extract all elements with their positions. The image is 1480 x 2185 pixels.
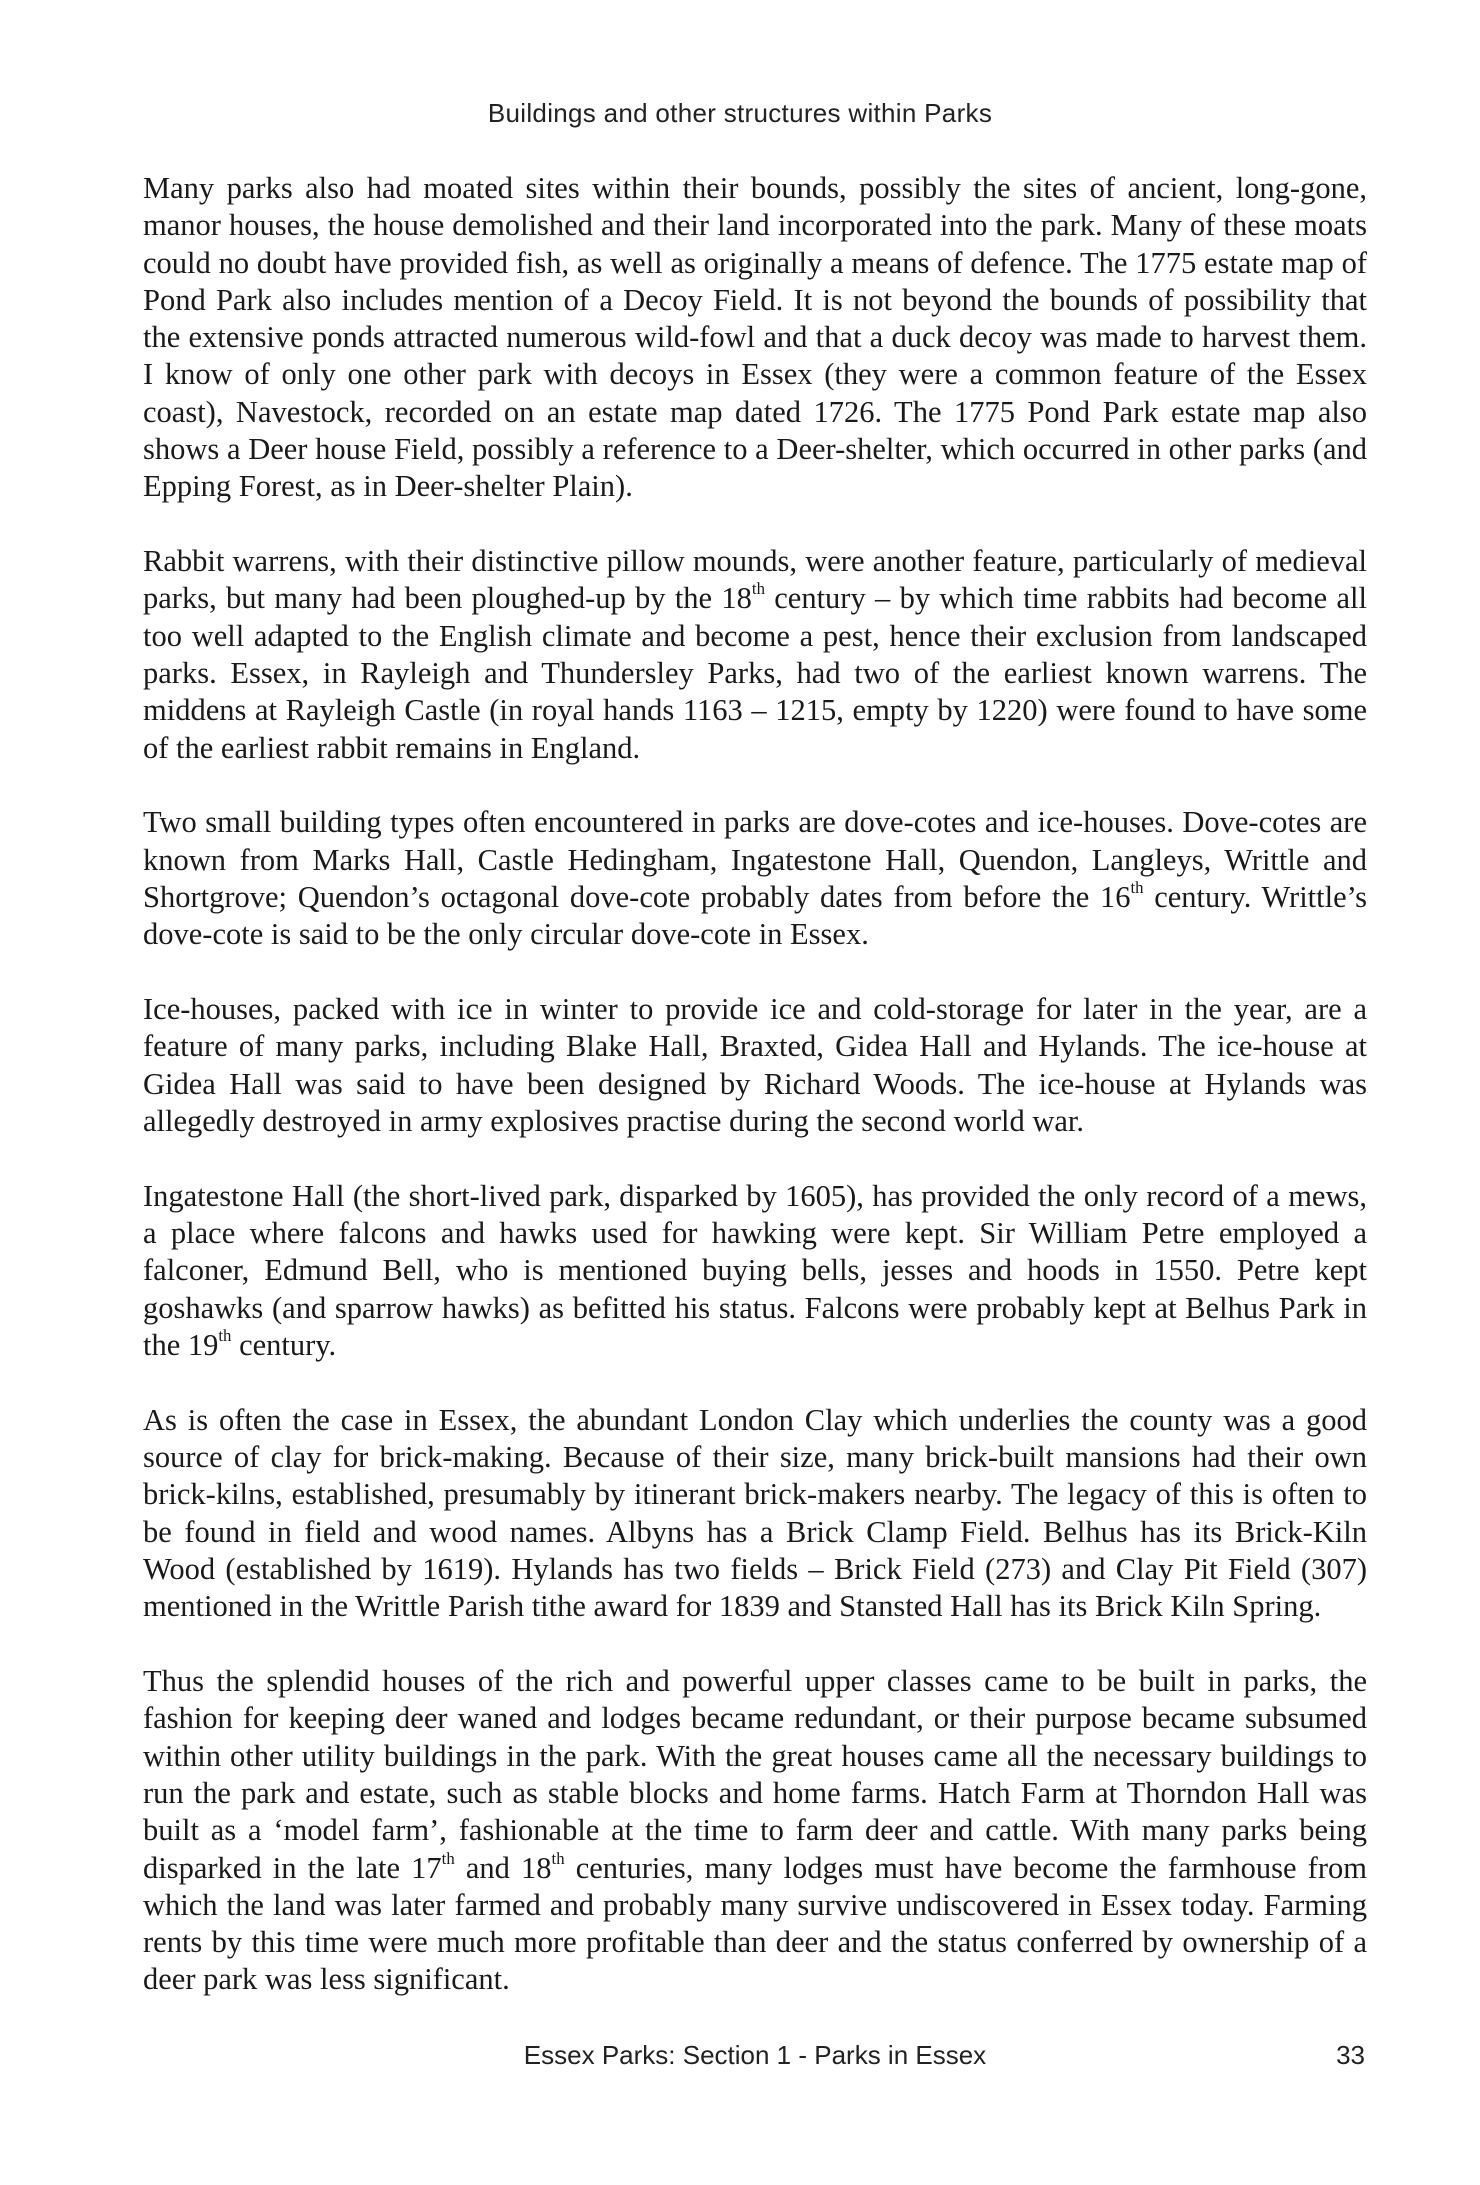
ordinal-suffix: th: [551, 1848, 565, 1868]
paragraph-text: Ingatestone Hall (the short-lived park, disparked by 1605), has provided the only record of a mews, a place where falcons and hawks used for hawking were kept. Sir William Petre employed a falconer, Edmund Bell, who is mentioned buying bells, jesses and hoods in 1550. Petre kept goshawks (and sparrow hawks) as befitted his status. Falcons were probably kept at Belhus Park in the 19: [143, 1178, 1367, 1363]
paragraph-text: Rabbit warrens, with their distinctive pillow mounds, were another feature, particularly of medieval parks, but many had been ploughed-up by the 18: [143, 544, 1367, 616]
paragraph-brick-making: [143, 1402, 1367, 1626]
ordinal-suffix: th: [218, 1325, 232, 1345]
paragraph-text: Ice-houses, packed with ice in winter to provide ice and cold-storage for later in the year, are a feature of many parks, including Blake Hall, Braxted, Gidea Hall and Hylands. The ice-house at Gidea Hall was said to have been designed by Richard Woods. The ice-house at Hylands was allegedly destroyed in army explosives practise during the second world war.: [143, 992, 1367, 1139]
paragraph-rabbit-warrens: [143, 543, 1367, 767]
paragraph-text: As is often the case in Essex, the abundant London Clay which underlies the county was a good source of clay for brick-making. Because of their size, many brick-built mansions had their own brick-kilns, established, presumably by itinerant brick-makers nearby. The legacy of this is often to be found in field and wood names. Albyns has a Brick Clamp Field. Belhus has its Brick-Kiln Wood (established by 1619). Hylands has two fields – Brick Field (273) and Clay Pit Field (307) mentioned in the Writtle Parish tithe award for 1839 and Stansted Hall has its Brick Kiln Spring.: [143, 1402, 1367, 1624]
paragraph-text: Thus the splendid houses of the rich and powerful upper classes came to be built in parks, the fashion for keeping deer waned and lodges became redundant, or their purpose became subsumed within other utility buildings in the park. With the great houses came all the necessary buildings to run the park and estate, such as stable blocks and home farms. Hatch Farm at Thorndon Hall was built as a ‘model farm’, fashionable at the time to farm deer and cattle. With many parks being disparked in the late 17: [143, 1664, 1367, 1885]
ordinal-suffix: th: [1130, 877, 1144, 897]
page-number: 33: [1336, 2040, 1365, 2070]
paragraph-mews: [143, 1178, 1367, 1364]
paragraph-text: Two small building types often encountered in parks are dove-cotes and ice-houses. Dove-cotes are known from Marks Hall, Castle Hedingham, Ingatestone Hall, Quendon, Langleys, Writtle and Shortgrove; Quendon’s octagonal dove-cote probably dates from before the 16: [143, 805, 1367, 915]
paragraph-moated-sites: [143, 170, 1367, 506]
ordinal-suffix: th: [441, 1848, 455, 1868]
paragraph-conclusion: [143, 1663, 1367, 1999]
paragraph-text: Many parks also had moated sites within their bounds, possibly the sites of ancient, long-gone, manor houses, the house demolished and their land incorporated into the park. Many of these moats could no doubt have provided fish, as well as originally a means of defence. The 1775 estate map of Pond Park also includes mention of a Decoy Field. It is not beyond the bounds of possibility that the extensive ponds attracted numerous wild-fowl and that a duck decoy was made to harvest them. I know of only one other park with decoys in Essex (they were a common feature of the Essex coast), Navestock, recorded on an estate map dated 1726. The 1775 Pond Park estate map also shows a Deer house Field, possibly a reference to a Deer-shelter, which occurred in other parks (and Epping Forest, as in Deer-shelter Plain).: [143, 171, 1367, 504]
paragraph-dove-cotes: [143, 804, 1367, 953]
body-text: [143, 170, 1367, 1999]
paragraph-ice-houses: [143, 991, 1367, 1140]
paragraph-text: centuries, many lodges must have become the farmhouse from which the land was later farmed and probably many survive undiscovered in Essex today. Farming rents by this time were much more profitable than deer and the status conferred by ownership of a deer park was less significant.: [143, 1850, 1367, 1997]
ordinal-suffix: th: [751, 579, 765, 599]
paragraph-text: century – by which time rabbits had become all too well adapted to the English climate and become a pest, hence their exclusion from landscaped parks. Essex, in Rayleigh and Thundersley Parks, had two of the earliest known warrens. The middens at Rayleigh Castle (in royal hands 1163 – 1215, empty by 1220) were found to have some of the earliest rabbit remains in England.: [143, 581, 1368, 765]
page-footer: [143, 2040, 1367, 2080]
paragraph-text: and 18: [454, 1850, 552, 1885]
paragraph-text: century. Writtle’s dove-cote is said to be the only circular dove-cote in Essex.: [143, 880, 1367, 952]
running-header: Buildings and other structures within Parks: [487, 98, 993, 128]
paragraph-text: century.: [231, 1328, 337, 1363]
footer-title: Essex Parks: Section 1 - Parks in Essex: [523, 2040, 987, 2070]
